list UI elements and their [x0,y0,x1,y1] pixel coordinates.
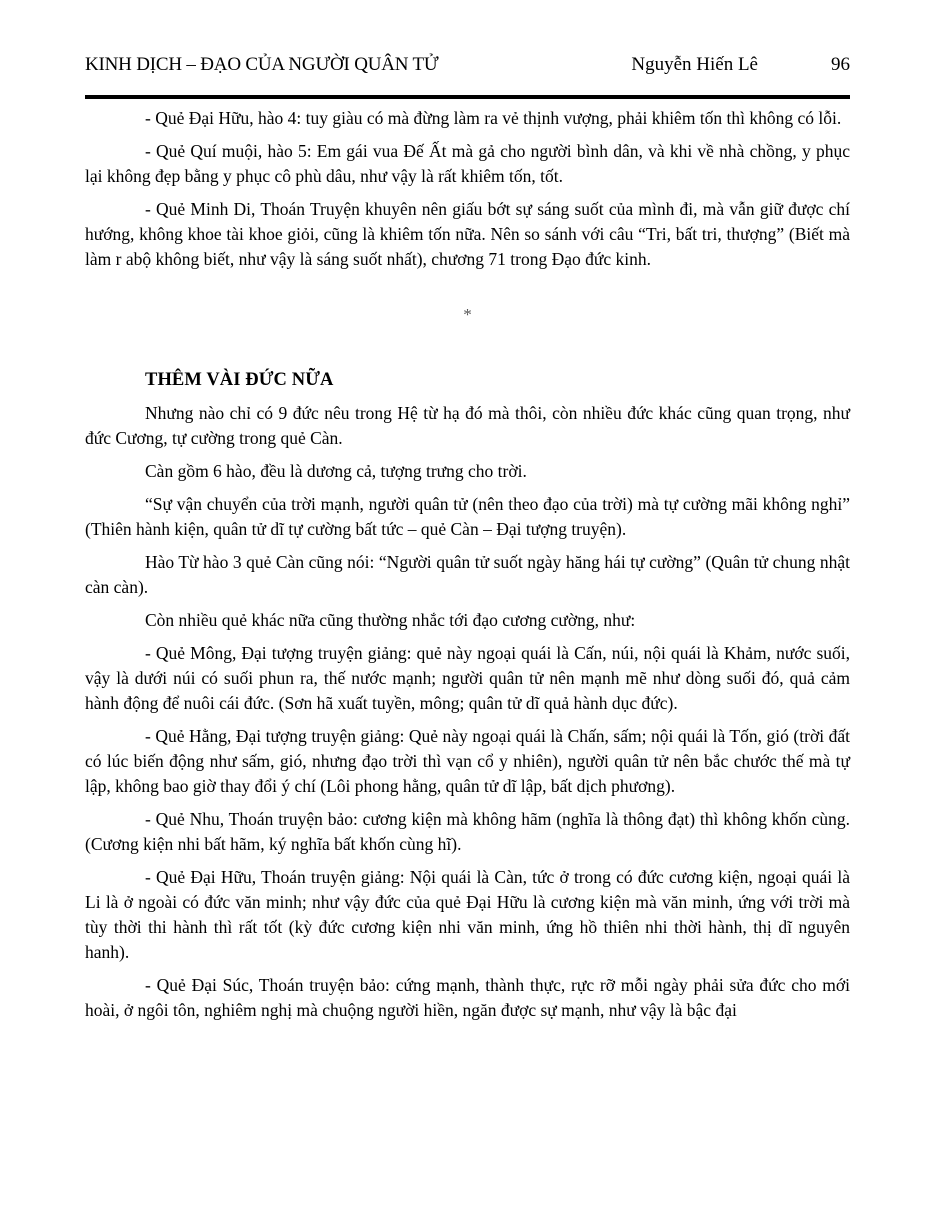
page-header [85,52,850,78]
paragraph: - Quẻ Đại Súc, Thoán truyện bảo: cứng mạnh, thành thực, rực rỡ mỗi ngày phải sửa đức cho mới hoài, ở ngôi tôn, nghiêm nghị mà chuộng người hiền, ngăn được sự mạnh, như vậy là bậc đại [85,975,850,1020]
paragraph: - Quẻ Quí muội, hào 5: Em gái vua Đế Ất mà gả cho người bình dân, và khi về nhà chồng, y phục lại không đẹp bằng y phục cô phù dâu, như vậy là rất khiêm tốn, tốt. [85,141,850,186]
section-heading: THÊM VÀI ĐỨC NỮA [145,370,334,390]
paragraph: - Quẻ Đại Hữu, hào 4: tuy giàu có mà đừng làm ra vẻ thịnh vượng, phải khiêm tốn thì không có lỗi. [145,108,842,128]
page-number: 96 [831,54,850,75]
paragraph: Càn gồm 6 hào, đều là dương cả, tượng trưng cho trời. [145,461,527,481]
running-title: KINH DỊCH – ĐẠO CỦA NGƯỜI QUÂN TỬ [85,54,439,75]
paragraph: - Quẻ Mông, Đại tượng truyện giảng: quẻ này ngoại quái là Cấn, núi, nội quái là Khảm, nước suối, vậy là dưới núi có suối phun ra, thế nước mạnh; người quân tử nên mạnh mẽ như dòng suối đó, quả cảm hành động để nuôi cái đức. (Sơn hã xuất tuyền, mông; quân tử dĩ quả hành dục đức). [85,643,850,713]
paragraph: Hào Từ hào 3 quẻ Càn cũng nói: “Người quân tử suốt ngày hăng hái tự cường” (Quân tử chung nhật càn càn). [85,552,850,597]
section-break-asterisk: * [463,305,472,324]
author-name: Nguyễn Hiến Lê [631,54,758,75]
page-body [85,106,850,1023]
paragraph: Nhưng nào chỉ có 9 đức nêu trong Hệ từ hạ đó mà thôi, còn nhiều đức khác cũng quan trọng, như đức Cương, tự cường trong quẻ Càn. [85,403,850,448]
paragraph: - Quẻ Minh Di, Thoán Truyện khuyên nên giấu bớt sự sáng suốt của mình đi, mà vẫn giữ được chí hướng, không khoe tài khoe giỏi, cũng là khiêm tốn nữa. Nên so sánh với câu “Tri, bất tri, thượng” (Biết mà làm r abộ không biết, như vậy là sáng suốt nhất), chương 71 trong Đạo đức kinh. [85,199,850,269]
paragraph: - Quẻ Đại Hữu, Thoán truyện giảng: Nội quái là Càn, tức ở trong có đức cương kiện, ngoại quái là Li là ở ngoài có đức văn minh; như vậy đức của quẻ Đại Hữu là cương kiện mà văn minh, ứng với trời mà tùy thời thi hành thì rất tốt (kỳ đức cương kiện nhi văn minh, ứng hồ thiên nhi thời hành, thị dĩ nguyên hanh). [85,867,850,962]
header-rule [85,95,850,99]
paragraph: - Quẻ Nhu, Thoán truyện bảo: cương kiện mà không hãm (nghĩa là thông đạt) thì không khốn cùng. (Cương kiện nhi bất hãm, ký nghĩa bất khốn cùng hĩ). [85,809,850,854]
paragraph: “Sự vận chuyển của trời mạnh, người quân tử (nên theo đạo của trời) mà tự cường mãi không nghỉ” (Thiên hành kiện, quân tử dĩ tự cường bất tức – quẻ Càn – Đại tượng truyện). [85,494,850,539]
paragraph: - Quẻ Hằng, Đại tượng truyện giảng: Quẻ này ngoại quái là Chấn, sấm; nội quái là Tốn, gió (trời đất có lúc biến động như sấm, gió, nhưng đạo trời thì vạn cổ y nhiên), người quân tử nên bắc chước thế mà tự lập, không bao giờ thay đổi ý chí (Lôi phong hằng, quân tử dĩ lập, bất dịch phương). [85,726,850,796]
paragraph: Còn nhiều quẻ khác nữa cũng thường nhắc tới đạo cương cường, như: [145,610,636,630]
